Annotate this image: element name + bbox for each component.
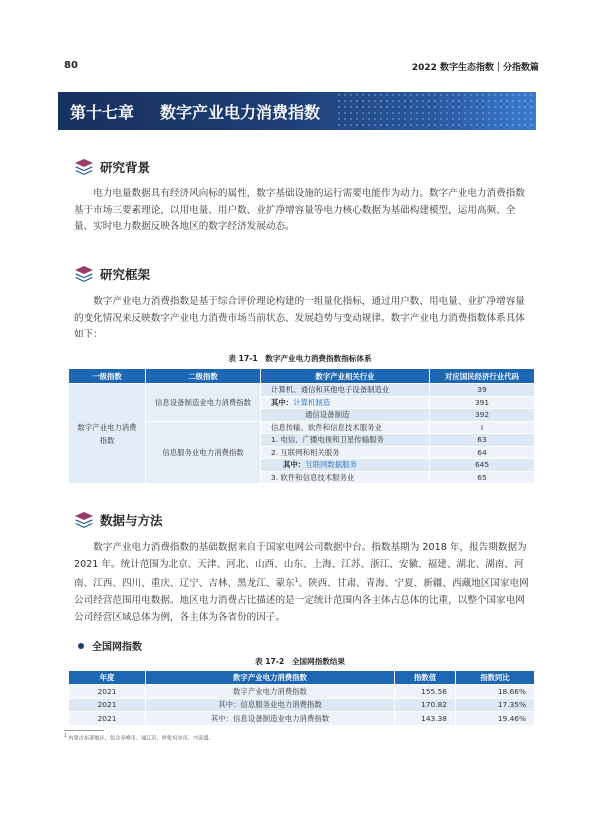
code-cell: 645 [430, 459, 535, 472]
table-header-row [69, 671, 535, 685]
index-name-cell: 其中：信息设备制造业电力消费指数 [146, 712, 395, 726]
footnote [64, 734, 214, 742]
background-paragraph: 电力电量数据具有经济风向标的属性，数字基础设施的运行需要电能作为动力。数字产业电力消费指数基于市场三要素理论，以用电量、用户数、业扩净增容量等电力核心数据为基础构建模型，运用高频、全量、实时电力数据反映各地区的数字经济发展动态。 [74, 188, 525, 233]
table-header-cell: 数字产业电力消费指数 [146, 671, 395, 685]
table-row [69, 384, 535, 397]
layers-icon [74, 158, 94, 176]
level2-index-cell: 信息服务业电力消费指数 [146, 421, 261, 484]
industry-cell: 计算机、通信和其他电子设备制造业 [261, 384, 430, 397]
industry-cell: 信息传输、软件和信息技术服务业 [261, 421, 430, 434]
table-header-cell: 一级指数 [69, 369, 146, 384]
industry-cell: 2. 互联网和相关服务 [261, 446, 430, 459]
section-heading-background [74, 158, 150, 176]
index-name-cell: 其中：信息服务业电力消费指数 [146, 698, 395, 712]
table-header-cell: 数字产业相关行业 [261, 369, 430, 384]
framework-paragraph: 数字产业电力消费指数是基于综合评价理论构建的一组量化指标，通过用户数、用电量、业扩净增容量的变化情况来反映数字产业电力消费市场当前状态、发展趋势与变动规律。数字产业电力消费指数体系具体如下： [74, 296, 525, 341]
table-row [69, 698, 535, 712]
footnote-divider [64, 730, 104, 731]
table-header-cell: 二级指数 [146, 369, 261, 384]
table-header-cell: 对应国民经济行业代码 [430, 369, 535, 384]
year-cell: 2021 [69, 712, 146, 726]
layers-icon [74, 511, 94, 529]
footnote-reference[interactable]: 1 [294, 577, 299, 585]
table-header-row [69, 369, 535, 384]
index-value-cell: 155.56 [395, 685, 456, 699]
code-cell: 65 [430, 471, 535, 484]
industry-cell: 1. 电信、广播电视和卫星传输服务 [261, 434, 430, 447]
section-title: 数据与方法 [100, 513, 163, 528]
level1-index-label: 数字产业电力消费指数 [77, 422, 137, 445]
page-number: 80 [64, 60, 78, 71]
code-cell: 63 [430, 434, 535, 447]
chapter-title: 数字产业电力消费指数 [160, 103, 321, 122]
level2-index-cell: 信息设备制造业电力消费指数 [146, 384, 261, 422]
index-value-cell: 170.82 [395, 698, 456, 712]
code-cell: 39 [430, 384, 535, 397]
yoy-cell: 18.66% [456, 685, 535, 699]
table-header-cell: 年度 [69, 671, 146, 685]
index-value-cell: 143.38 [395, 712, 456, 726]
layers-icon [74, 265, 94, 283]
level1-index-cell [69, 384, 146, 484]
industry-cell: 3. 软件和信息技术服务业 [261, 471, 430, 484]
year-cell: 2021 [69, 698, 146, 712]
table-row [69, 685, 535, 699]
industry-cell: 其中：互联网数据服务 [261, 459, 430, 472]
chapter-number: 第十七章 [70, 103, 135, 122]
table-row [69, 712, 535, 726]
industry-cell: 通信设备制造 [261, 409, 430, 422]
industry-cell: 其中：计算机制造 [261, 396, 430, 409]
running-title: 2022 数字生态指数｜分指数篇 [411, 63, 539, 73]
section-title: 研究背景 [100, 160, 151, 175]
table2-caption: 表 17-2 全国网指数结果 [255, 657, 345, 666]
banner-decoration [336, 92, 536, 130]
data-method-paragraph: 数字产业电力消费指数的基础数据来自于国家电网公司数据中台。指数基期为 2018 年，报告期数据为 2021 年。统计范围为北京、天津、河北、山西、山东、上海、江苏、浙江、安徽、福建、湖北、湖南、河南、江西、四川、重庆、辽宁、吉林、黑龙江、蒙东$^1$、陕西、甘肃、青海、宁夏、新疆、西藏地区国家电网公司经营范围用电数据。地区电力消费占比描述的是一定统计范围内各主体占总体的比重，以整个国家电网公司经营区域总体为例，各主体为各省份的因子。 [74, 542, 529, 623]
yoy-cell: 17.35% [456, 698, 535, 712]
table1-caption: 表 17-1 数字产业电力消费指数指标体系 [228, 354, 372, 363]
section-title: 研究框架 [100, 267, 151, 282]
yoy-cell: 19.46% [456, 712, 535, 726]
code-cell: 64 [430, 446, 535, 459]
section-heading-framework [74, 265, 150, 283]
national-index-heading: 全国网指数 [78, 638, 142, 653]
table-header-cell: 指数同比 [456, 671, 535, 685]
table-header-cell: 指数值 [395, 671, 456, 685]
footnote-mark: 1 [64, 734, 67, 739]
code-cell: 392 [430, 409, 535, 422]
code-cell: I [430, 421, 535, 434]
bullet-dot-icon [78, 643, 84, 649]
national-index-table [68, 670, 535, 726]
footnote-text: 内蒙古东部地区，包含赤峰市、通辽市、呼伦贝尔市、兴安盟。 [68, 735, 214, 742]
code-cell: 391 [430, 396, 535, 409]
section-heading-data-method [74, 511, 163, 529]
index-system-table [68, 368, 535, 484]
index-name-cell: 数字产业电力消费指数 [146, 685, 395, 699]
chapter-banner [58, 92, 536, 130]
year-cell: 2021 [69, 685, 146, 699]
